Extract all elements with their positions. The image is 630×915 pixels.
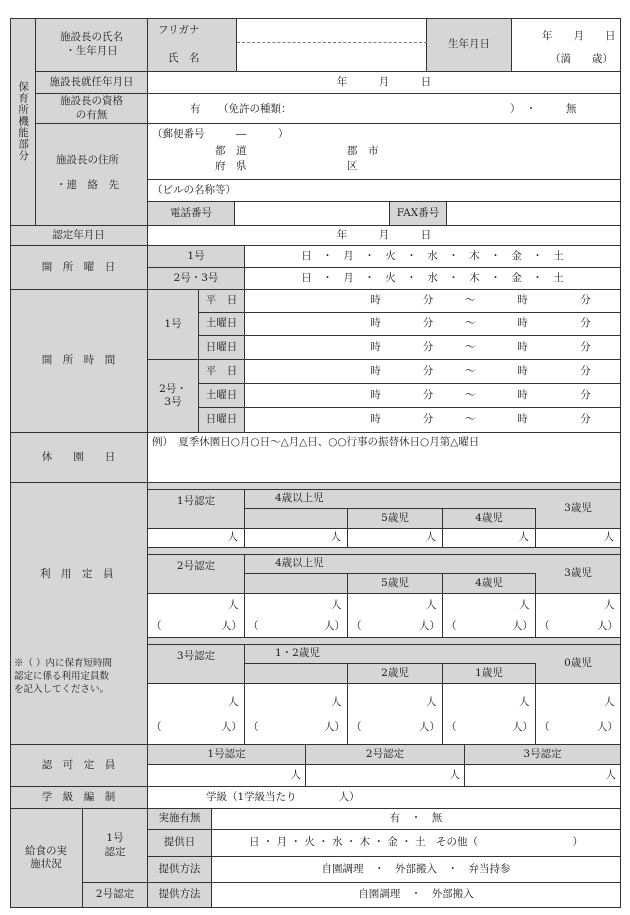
capacity-block3-group: 1・2歳児	[245, 645, 580, 664]
meals-2-method-value[interactable]: 自園調理 ・ 外部搬入	[212, 883, 621, 908]
licensed-col1-count[interactable]: 人	[148, 765, 306, 787]
meals-impl-value[interactable]: 有 ・ 無	[212, 809, 621, 830]
hours-23-weekday-label: 平 日	[199, 360, 245, 384]
meals-impl-label: 実施有無	[148, 809, 212, 830]
meals-days-value[interactable]: 日 ・ 月 ・ 火 ・ 水 ・ 木 ・ 金 ・ 土 その他（ ）	[212, 830, 621, 857]
hours-1-sunday-label: 日曜日	[199, 336, 245, 360]
address-label: 施設長の住所	[56, 154, 119, 166]
cap2-c3-pclose: 人）	[419, 620, 440, 632]
hours-1-weekday-value[interactable]: 時 分 ～ 時 分	[245, 290, 621, 313]
fax-field[interactable]	[447, 202, 621, 226]
qualification-yes[interactable]: 有	[190, 103, 201, 115]
hours-1-weekday-label: 平 日	[199, 290, 245, 313]
postal-code: （郵便番号 ― ）	[152, 128, 289, 140]
capacity-block3-last-count[interactable]	[536, 684, 621, 745]
facility-form	[10, 18, 621, 908]
appointed-label: 施設長就任年月日	[36, 72, 148, 94]
capacity-block2-sub2: 4歳児	[443, 574, 536, 594]
cap3-c4-pclose: 人）	[512, 721, 533, 733]
hours-23-sunday-value[interactable]: 時 分 ～ 時 分	[245, 408, 621, 433]
cap3-c4-popen: （	[446, 721, 457, 733]
capacity-block1-cert: 1号認定	[148, 490, 245, 529]
cert-date-value[interactable]: 年 月 日	[148, 226, 621, 246]
city-bottom: 区	[347, 160, 358, 172]
city-top: 郡 市	[347, 145, 379, 157]
open-days-23-label: 2号・3号	[148, 268, 245, 290]
hours-1-saturday-label: 土曜日	[199, 313, 245, 336]
capacity-block1-group-count[interactable]: 人	[245, 529, 348, 548]
building-field[interactable]: （ビルの名称等）	[148, 180, 621, 202]
qualification-close: ） ・	[510, 103, 537, 115]
capacity-block3-sub1-count[interactable]	[348, 684, 443, 745]
cap3-c1-unit: 人	[228, 696, 239, 708]
capacity-block1-cert-count[interactable]: 人	[148, 529, 245, 548]
capacity-block3-sub2-count[interactable]	[443, 684, 536, 745]
capacity-block2-cert: 2号認定	[148, 555, 245, 594]
capacity-label: 利 用 定 員	[40, 568, 114, 580]
fax-label: FAX番号	[390, 202, 447, 226]
section-label-cell	[10, 18, 36, 226]
cap3-c2-popen: （	[248, 721, 259, 733]
licensed-col2-count[interactable]: 人	[306, 765, 465, 787]
cap2-c5-pclose: 人）	[597, 620, 618, 632]
appointed-value[interactable]: 年 月 日	[148, 72, 621, 94]
cap3-c3-pclose: 人）	[419, 721, 440, 733]
capacity-block1-sub1-count[interactable]: 人	[348, 529, 443, 548]
cap2-c2-pclose: 人）	[324, 620, 345, 632]
holidays-example: 例） 夏季休園日○月○日～△月△日、○○行事の振替休日○月第△曜日	[152, 436, 480, 448]
open-days-1-label: 1号	[148, 246, 245, 268]
tel-field[interactable]	[235, 202, 390, 226]
open-hours-1-label: 1号	[148, 290, 199, 360]
meals-1-label: 1号 認定	[83, 809, 148, 883]
hours-1-sunday-value[interactable]: 時 分 ～ 時 分	[245, 336, 621, 360]
section-label: 保育所機能部分	[17, 81, 30, 162]
capacity-note: ※（ ）内に保育短時間 認定に係る利用定員数 を記入してください。	[14, 658, 113, 695]
cap3-c5-popen: （	[539, 721, 550, 733]
cap2-c1-popen: （	[151, 620, 162, 632]
name-field[interactable]	[237, 18, 427, 72]
capacity-block1-last: 3歳児	[536, 490, 621, 529]
cap3-c4-unit: 人	[519, 696, 530, 708]
cap2-c1-pclose: 人）	[221, 620, 242, 632]
capacity-label-cell	[10, 483, 148, 745]
cap2-c4-pclose: 人）	[512, 620, 533, 632]
meals-2-method-label: 提供方法	[148, 883, 212, 908]
classes-label: 学 級 編 制	[10, 787, 148, 809]
age-value: （満 歳）	[550, 53, 613, 65]
hours-23-weekday-value[interactable]: 時 分 ～ 時 分	[245, 360, 621, 384]
furigana-label: フリガナ	[158, 24, 200, 36]
cap2-c2-popen: （	[248, 620, 259, 632]
licensed-col3-count[interactable]: 人	[465, 765, 621, 787]
meals-days-label: 提供日	[148, 830, 212, 857]
capacity-block3-last: 0歳児	[536, 645, 621, 684]
cap3-c5-unit: 人	[604, 696, 615, 708]
cap2-c5-unit: 人	[604, 599, 615, 611]
classes-value[interactable]: 学級（1学級当たり 人）	[148, 787, 621, 809]
capacity-block1-sub2: 4歳児	[443, 509, 536, 529]
cap2-c5-popen: （	[539, 620, 550, 632]
cap2-c4-unit: 人	[519, 599, 530, 611]
cap3-c3-unit: 人	[426, 696, 437, 708]
birthdate-label: 生年月日	[427, 18, 512, 72]
capacity-block2-last: 3歳児	[536, 555, 621, 594]
name-label: 氏 名	[168, 52, 200, 64]
capacity-block1-group: 4歳以上児	[245, 490, 580, 509]
prefecture-bottom: 府 県	[215, 160, 247, 172]
hours-23-sunday-label: 日曜日	[199, 408, 245, 433]
hours-23-saturday-label: 土曜日	[199, 384, 245, 408]
capacity-block3-cert: 3号認定	[148, 645, 245, 684]
capacity-block2-sub1: 5歳児	[348, 574, 443, 594]
qualification-type: （免許の種類：	[218, 103, 292, 115]
cap3-c2-pclose: 人）	[324, 721, 345, 733]
cap3-c3-popen: （	[351, 721, 362, 733]
capacity-block3-spacer	[148, 638, 621, 645]
hours-23-saturday-value[interactable]: 時 分 ～ 時 分	[245, 384, 621, 408]
address-label-cell	[36, 124, 148, 226]
licensed-label: 認 可 定 員	[10, 745, 148, 787]
meals-1-method-value[interactable]: 自園調理 ・ 外部搬入 ・ 弁当持参	[212, 857, 621, 883]
licensed-col3: 3号認定	[465, 745, 621, 765]
birthdate-value: 年 月 日	[542, 30, 616, 42]
capacity-block3-group-left	[245, 664, 348, 684]
capacity-block1-group-left	[245, 509, 348, 529]
capacity-block3-group-count[interactable]	[245, 684, 348, 745]
contact-label: ・連 絡 先	[56, 179, 119, 191]
cap2-c3-popen: （	[351, 620, 362, 632]
capacity-block1-sub1: 5歳児	[348, 509, 443, 529]
cert-date-label: 認定年月日	[10, 226, 148, 246]
qualification-no[interactable]: 無	[566, 103, 577, 115]
open-hours-23-label: 2号・ 3号	[148, 360, 199, 433]
licensed-col2: 2号認定	[306, 745, 465, 765]
cap3-c5-pclose: 人）	[597, 721, 618, 733]
capacity-block2-group-left	[245, 574, 348, 594]
cap3-c1-pclose: 人）	[221, 721, 242, 733]
cap3-c2-unit: 人	[331, 696, 342, 708]
cap2-c1-unit: 人	[228, 599, 239, 611]
holidays-field[interactable]	[148, 433, 621, 483]
qualification-label: 施設長の資格 の有無	[36, 94, 148, 124]
capacity-block3-sub2: 1歳児	[443, 664, 536, 684]
director-name-birth-label: 施設長の氏名 ・生年月日	[36, 18, 148, 72]
capacity-block1-spacer	[148, 483, 621, 490]
meals-2-label: 2号認定	[83, 883, 148, 908]
open-days-label: 開 所 曜 日	[10, 246, 148, 290]
capacity-block1-sub2-count[interactable]: 人	[443, 529, 536, 548]
capacity-block1-last-count[interactable]: 人	[536, 529, 621, 548]
capacity-block3-cert-count[interactable]	[148, 684, 245, 745]
open-hours-label: 開 所 時 間	[10, 290, 148, 433]
open-days-1-value[interactable]: 日 ・ 月 ・ 火 ・ 水 ・ 木 ・ 金 ・ 土	[245, 246, 621, 268]
cap3-c1-popen: （	[151, 721, 162, 733]
cap2-c3-unit: 人	[426, 599, 437, 611]
furigana-divider	[237, 42, 427, 43]
holidays-label: 休 園 日	[10, 433, 148, 483]
capacity-block2-group: 4歳以上児	[245, 555, 580, 574]
open-days-23-value[interactable]: 日 ・ 月 ・ 火 ・ 水 ・ 木 ・ 金 ・ 土	[245, 268, 621, 290]
prefecture-top: 都 道	[215, 145, 247, 157]
capacity-block2-spacer	[148, 548, 621, 555]
meals-label: 給食の実 施状況	[10, 809, 83, 908]
tel-label: 電話番号	[148, 202, 235, 226]
capacity-block3-sub1: 2歳児	[348, 664, 443, 684]
hours-1-saturday-value[interactable]: 時 分 ～ 時 分	[245, 313, 621, 336]
cap2-c2-unit: 人	[331, 599, 342, 611]
cap2-c4-popen: （	[446, 620, 457, 632]
licensed-col1: 1号認定	[148, 745, 306, 765]
meals-1-method-label: 提供方法	[148, 857, 212, 883]
